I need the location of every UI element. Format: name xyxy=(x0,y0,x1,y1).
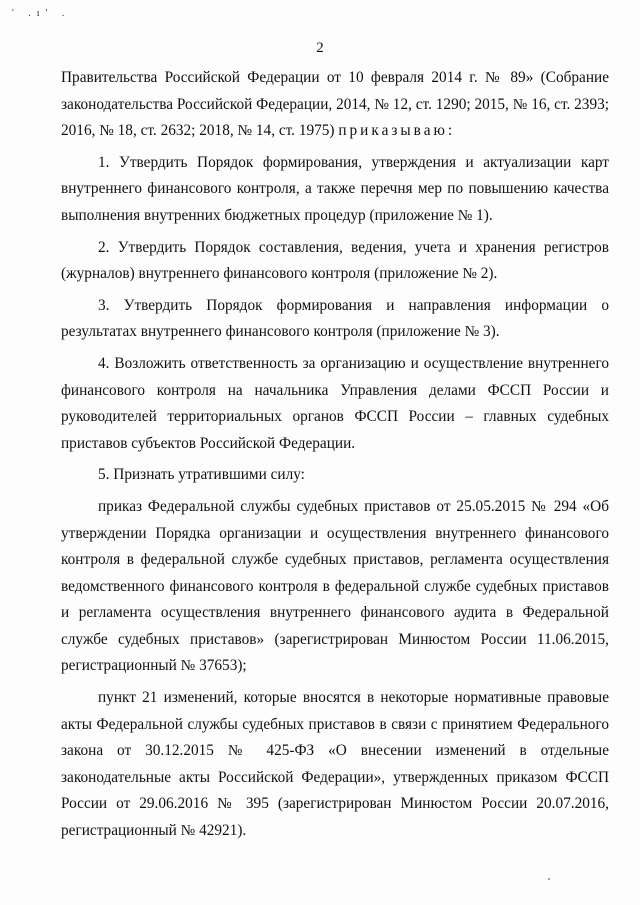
item-3-paragraph: 3. Утвердить Порядок формирования и направления информации о результатах внутреннего финансового контроля (приложение № 3). xyxy=(61,296,609,341)
repealed-order-paragraph: приказ Федеральной службы судебных приставов от 25.05.2015 № 294 «Об утверждении Порядка организации и осуществления внутреннего финансового контроля в федеральной службе судебных приставов, регламента осуществления ведомственного финансового контроля в федеральной службе судебных приставов и регламента осуществления внутреннего финансового аудита в Федеральной службе судебных приставов» (зарегистрирован Минюстом России 11.06.2015, регистрационный № 37653); xyxy=(61,497,609,675)
item-2-paragraph: 2. Утвердить Порядок составления, ведения, учета и хранения регистров (журналов) внутреннего финансового контроля (приложение № 2). xyxy=(61,238,609,283)
intro-text: Правительства Российской Федерации от 10 февраля 2014 г. № 89» (Собрание законодательства Российской Федерации, 2014, № 12, ст. 1290; 2015, № 16, ст. 2393; 2016, № 18, ст. 2632; 2018, № 14, ст. 1975) xyxy=(61,69,609,140)
item-5-paragraph: 5. Признать утратившими силу: xyxy=(98,466,305,484)
page-number: 2 xyxy=(316,40,324,56)
scan-speck xyxy=(548,878,550,880)
document-body xyxy=(61,65,609,850)
intro-paragraph xyxy=(61,65,609,145)
order-word: приказываю: xyxy=(338,122,456,140)
scan-marks: ' .ı' . xyxy=(12,8,71,19)
item-1-paragraph: 1. Утвердить Порядок формирования, утверждения и актуализации карт внутреннего финансового контроля, а также перечня мер по повышению качества выполнения внутренних бюджетных процедур (приложение № 1). xyxy=(61,153,609,224)
repealed-point-paragraph: пункт 21 изменений, которые вносятся в некоторые нормативные правовые акты Федеральной службы судебных приставов в связи с принятием Федерального закона от 30.12.2015 № 425-ФЗ «О внесении изменений в отдельные законодательные акты Российской Федерации», утвержденных приказом ФССП России от 29.06.2016 № 395 (зарегистрирован Минюстом России 20.07.2016, регистрационный № 42921). xyxy=(61,689,609,840)
item-4-paragraph: 4. Возложить ответственность за организацию и осуществление внутреннего финансового контроля на начальника Управления делами ФССП России и руководителей территориальных органов ФССП России – главных судебных приставов субъектов Российской Федерации. xyxy=(61,354,609,452)
